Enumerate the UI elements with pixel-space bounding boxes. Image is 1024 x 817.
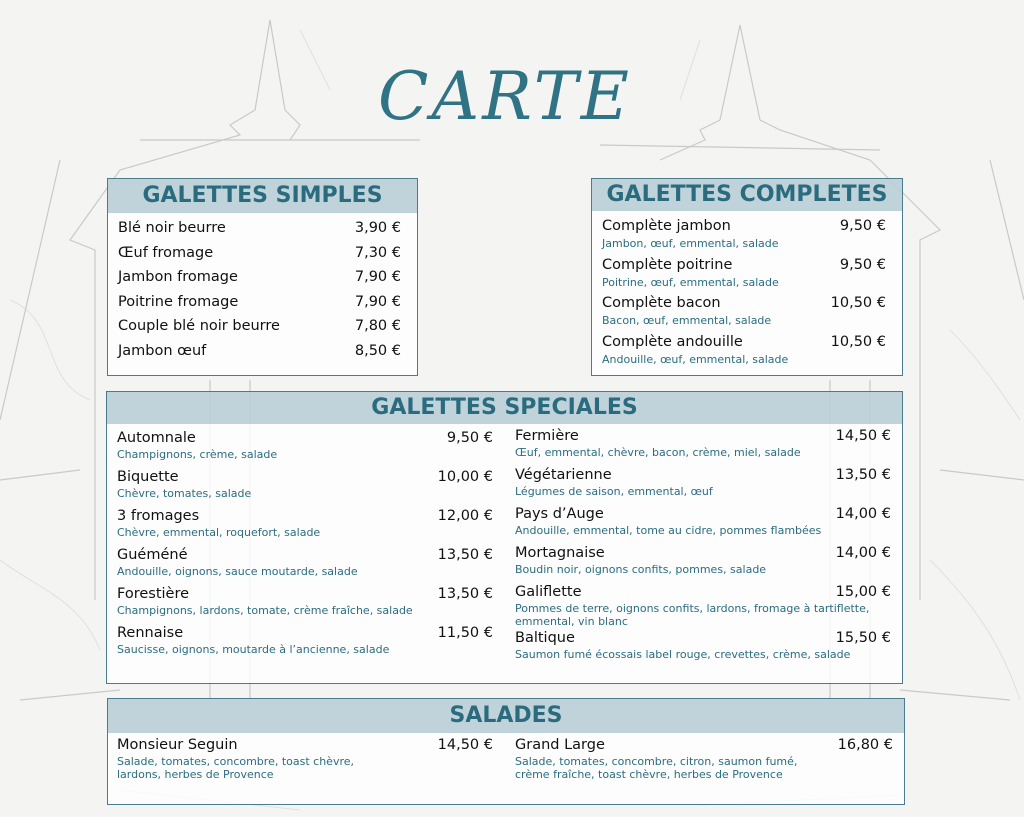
speciales-left-column bbox=[117, 428, 493, 662]
item-description: Andouille, emmental, tome au cidre, pommes flambées bbox=[515, 524, 822, 537]
item-name: 3 fromages bbox=[117, 508, 200, 524]
item-description: Œuf, emmental, chèvre, bacon, crème, miel, salade bbox=[515, 446, 801, 459]
item-price: 14,50 € bbox=[835, 428, 891, 444]
menu-item bbox=[118, 318, 401, 343]
item-name: Blé noir beurre bbox=[118, 220, 226, 236]
menu-item bbox=[515, 628, 891, 667]
menu-item bbox=[515, 735, 893, 781]
item-description: Bacon, œuf, emmental, salade bbox=[602, 314, 772, 328]
menu-item bbox=[118, 294, 401, 319]
item-price: 15,00 € bbox=[835, 584, 891, 600]
item-description: Andouille, œuf, emmental, salade bbox=[602, 353, 789, 367]
item-name: Guéméné bbox=[117, 547, 188, 563]
galettes-simples-section bbox=[107, 178, 418, 376]
menu-item bbox=[118, 269, 401, 294]
item-name: Biquette bbox=[117, 469, 179, 485]
menu-item bbox=[117, 735, 493, 781]
menu-item bbox=[602, 215, 886, 254]
item-price: 7,90 € bbox=[354, 269, 401, 286]
galettes-speciales-heading: GALETTES SPECIALES bbox=[107, 392, 902, 424]
menu-item bbox=[602, 254, 886, 293]
item-name: Végétarienne bbox=[515, 467, 612, 483]
item-price: 7,80 € bbox=[354, 318, 401, 335]
item-name: Monsieur Seguin bbox=[117, 737, 238, 753]
menu-item bbox=[515, 426, 891, 465]
item-price: 13,50 € bbox=[835, 467, 891, 483]
item-description: Salade, tomates, concombre, toast chèvre, bbox=[117, 755, 354, 768]
item-name: Jambon fromage bbox=[118, 269, 238, 286]
item-price: 10,00 € bbox=[437, 469, 493, 485]
item-price: 9,50 € bbox=[446, 430, 493, 446]
salades-heading: SALADES bbox=[108, 699, 904, 733]
item-description: Saumon fumé écossais label rouge, crevettes, crème, salade bbox=[515, 648, 851, 661]
item-name: Complète andouille bbox=[602, 334, 743, 351]
item-name: Poitrine fromage bbox=[118, 293, 239, 310]
item-name: Automnale bbox=[117, 430, 196, 446]
item-price: 14,50 € bbox=[437, 737, 493, 753]
menu-item bbox=[117, 545, 493, 584]
item-price: 10,50 € bbox=[830, 334, 886, 351]
item-description: Jambon, œuf, emmental, salade bbox=[602, 237, 779, 250]
menu-item bbox=[118, 245, 401, 270]
menu-item bbox=[602, 331, 886, 370]
item-description: Pommes de terre, oignons confits, lardons, fromage à tartiflette, bbox=[515, 602, 870, 615]
item-name: Complète poitrine bbox=[602, 256, 733, 273]
salades-section bbox=[107, 698, 905, 805]
galettes-simples-heading: GALETTES SIMPLES bbox=[108, 179, 417, 213]
item-description: Champignons, crème, salade bbox=[117, 448, 278, 461]
menu-item bbox=[117, 428, 493, 467]
item-description: Andouille, oignons, sauce moutarde, salade bbox=[117, 565, 358, 578]
menu-item bbox=[515, 543, 891, 582]
menu-item bbox=[515, 504, 891, 543]
item-description-continued: emmental, vin blanc bbox=[515, 615, 628, 628]
menu-item bbox=[515, 465, 891, 504]
galettes-completes-section bbox=[591, 178, 903, 376]
menu-item bbox=[118, 343, 401, 368]
item-name: Galiflette bbox=[515, 584, 582, 600]
item-name: Forestière bbox=[117, 586, 190, 602]
item-description: Légumes de saison, emmental, œuf bbox=[515, 485, 713, 498]
item-description: Chèvre, tomates, salade bbox=[117, 487, 252, 500]
item-price: 14,00 € bbox=[835, 506, 891, 522]
item-name: Couple blé noir beurre bbox=[118, 318, 280, 335]
item-name: Mortagnaise bbox=[515, 545, 605, 561]
item-name: Complète bacon bbox=[602, 295, 721, 312]
item-price: 14,00 € bbox=[835, 545, 891, 561]
item-description-continued: lardons, herbes de Provence bbox=[117, 768, 274, 781]
item-name: Fermière bbox=[515, 428, 579, 444]
item-price: 12,00 € bbox=[437, 508, 493, 524]
item-description-continued: crème fraîche, toast chèvre, herbes de Provence bbox=[515, 768, 783, 781]
menu-item bbox=[515, 582, 891, 628]
item-name: Pays d’Auge bbox=[515, 506, 604, 522]
item-description: Boudin noir, oignons confits, pommes, salade bbox=[515, 563, 767, 576]
item-name: Œuf fromage bbox=[118, 244, 214, 261]
menu-item bbox=[117, 467, 493, 506]
menu-item bbox=[118, 220, 401, 245]
item-price: 13,50 € bbox=[437, 547, 493, 563]
menu-item bbox=[602, 292, 886, 331]
item-name: Rennaise bbox=[117, 625, 184, 641]
item-price: 16,80 € bbox=[837, 737, 893, 753]
item-description: Champignons, lardons, tomate, crème fraîche, salade bbox=[117, 604, 413, 617]
item-name: Complète jambon bbox=[602, 218, 731, 234]
item-price: 11,50 € bbox=[437, 625, 493, 641]
galettes-completes-heading: GALETTES COMPLETES bbox=[592, 179, 902, 211]
speciales-right-column bbox=[515, 426, 891, 667]
item-description: Salade, tomates, concombre, citron, saumon fumé, bbox=[515, 755, 798, 768]
page-title: CARTE bbox=[378, 58, 632, 135]
item-price: 13,50 € bbox=[437, 586, 493, 602]
item-name: Grand Large bbox=[515, 737, 605, 753]
menu-item bbox=[117, 584, 493, 623]
item-name: Baltique bbox=[515, 630, 575, 646]
galettes-speciales-section bbox=[106, 391, 903, 684]
item-price: 9,50 € bbox=[839, 218, 886, 234]
item-price: 15,50 € bbox=[835, 630, 891, 646]
item-price: 9,50 € bbox=[839, 256, 886, 273]
item-price: 7,90 € bbox=[354, 293, 401, 310]
item-description: Saucisse, oignons, moutarde à l’ancienne, salade bbox=[117, 643, 390, 656]
item-price: 7,30 € bbox=[354, 244, 401, 261]
item-price: 3,90 € bbox=[354, 220, 401, 236]
menu-item bbox=[117, 623, 493, 662]
item-description: Chèvre, emmental, roquefort, salade bbox=[117, 526, 321, 539]
menu-item bbox=[117, 506, 493, 545]
item-price: 8,50 € bbox=[354, 342, 401, 359]
item-price: 10,50 € bbox=[830, 295, 886, 312]
item-description: Poitrine, œuf, emmental, salade bbox=[602, 275, 779, 289]
item-name: Jambon œuf bbox=[118, 342, 207, 359]
